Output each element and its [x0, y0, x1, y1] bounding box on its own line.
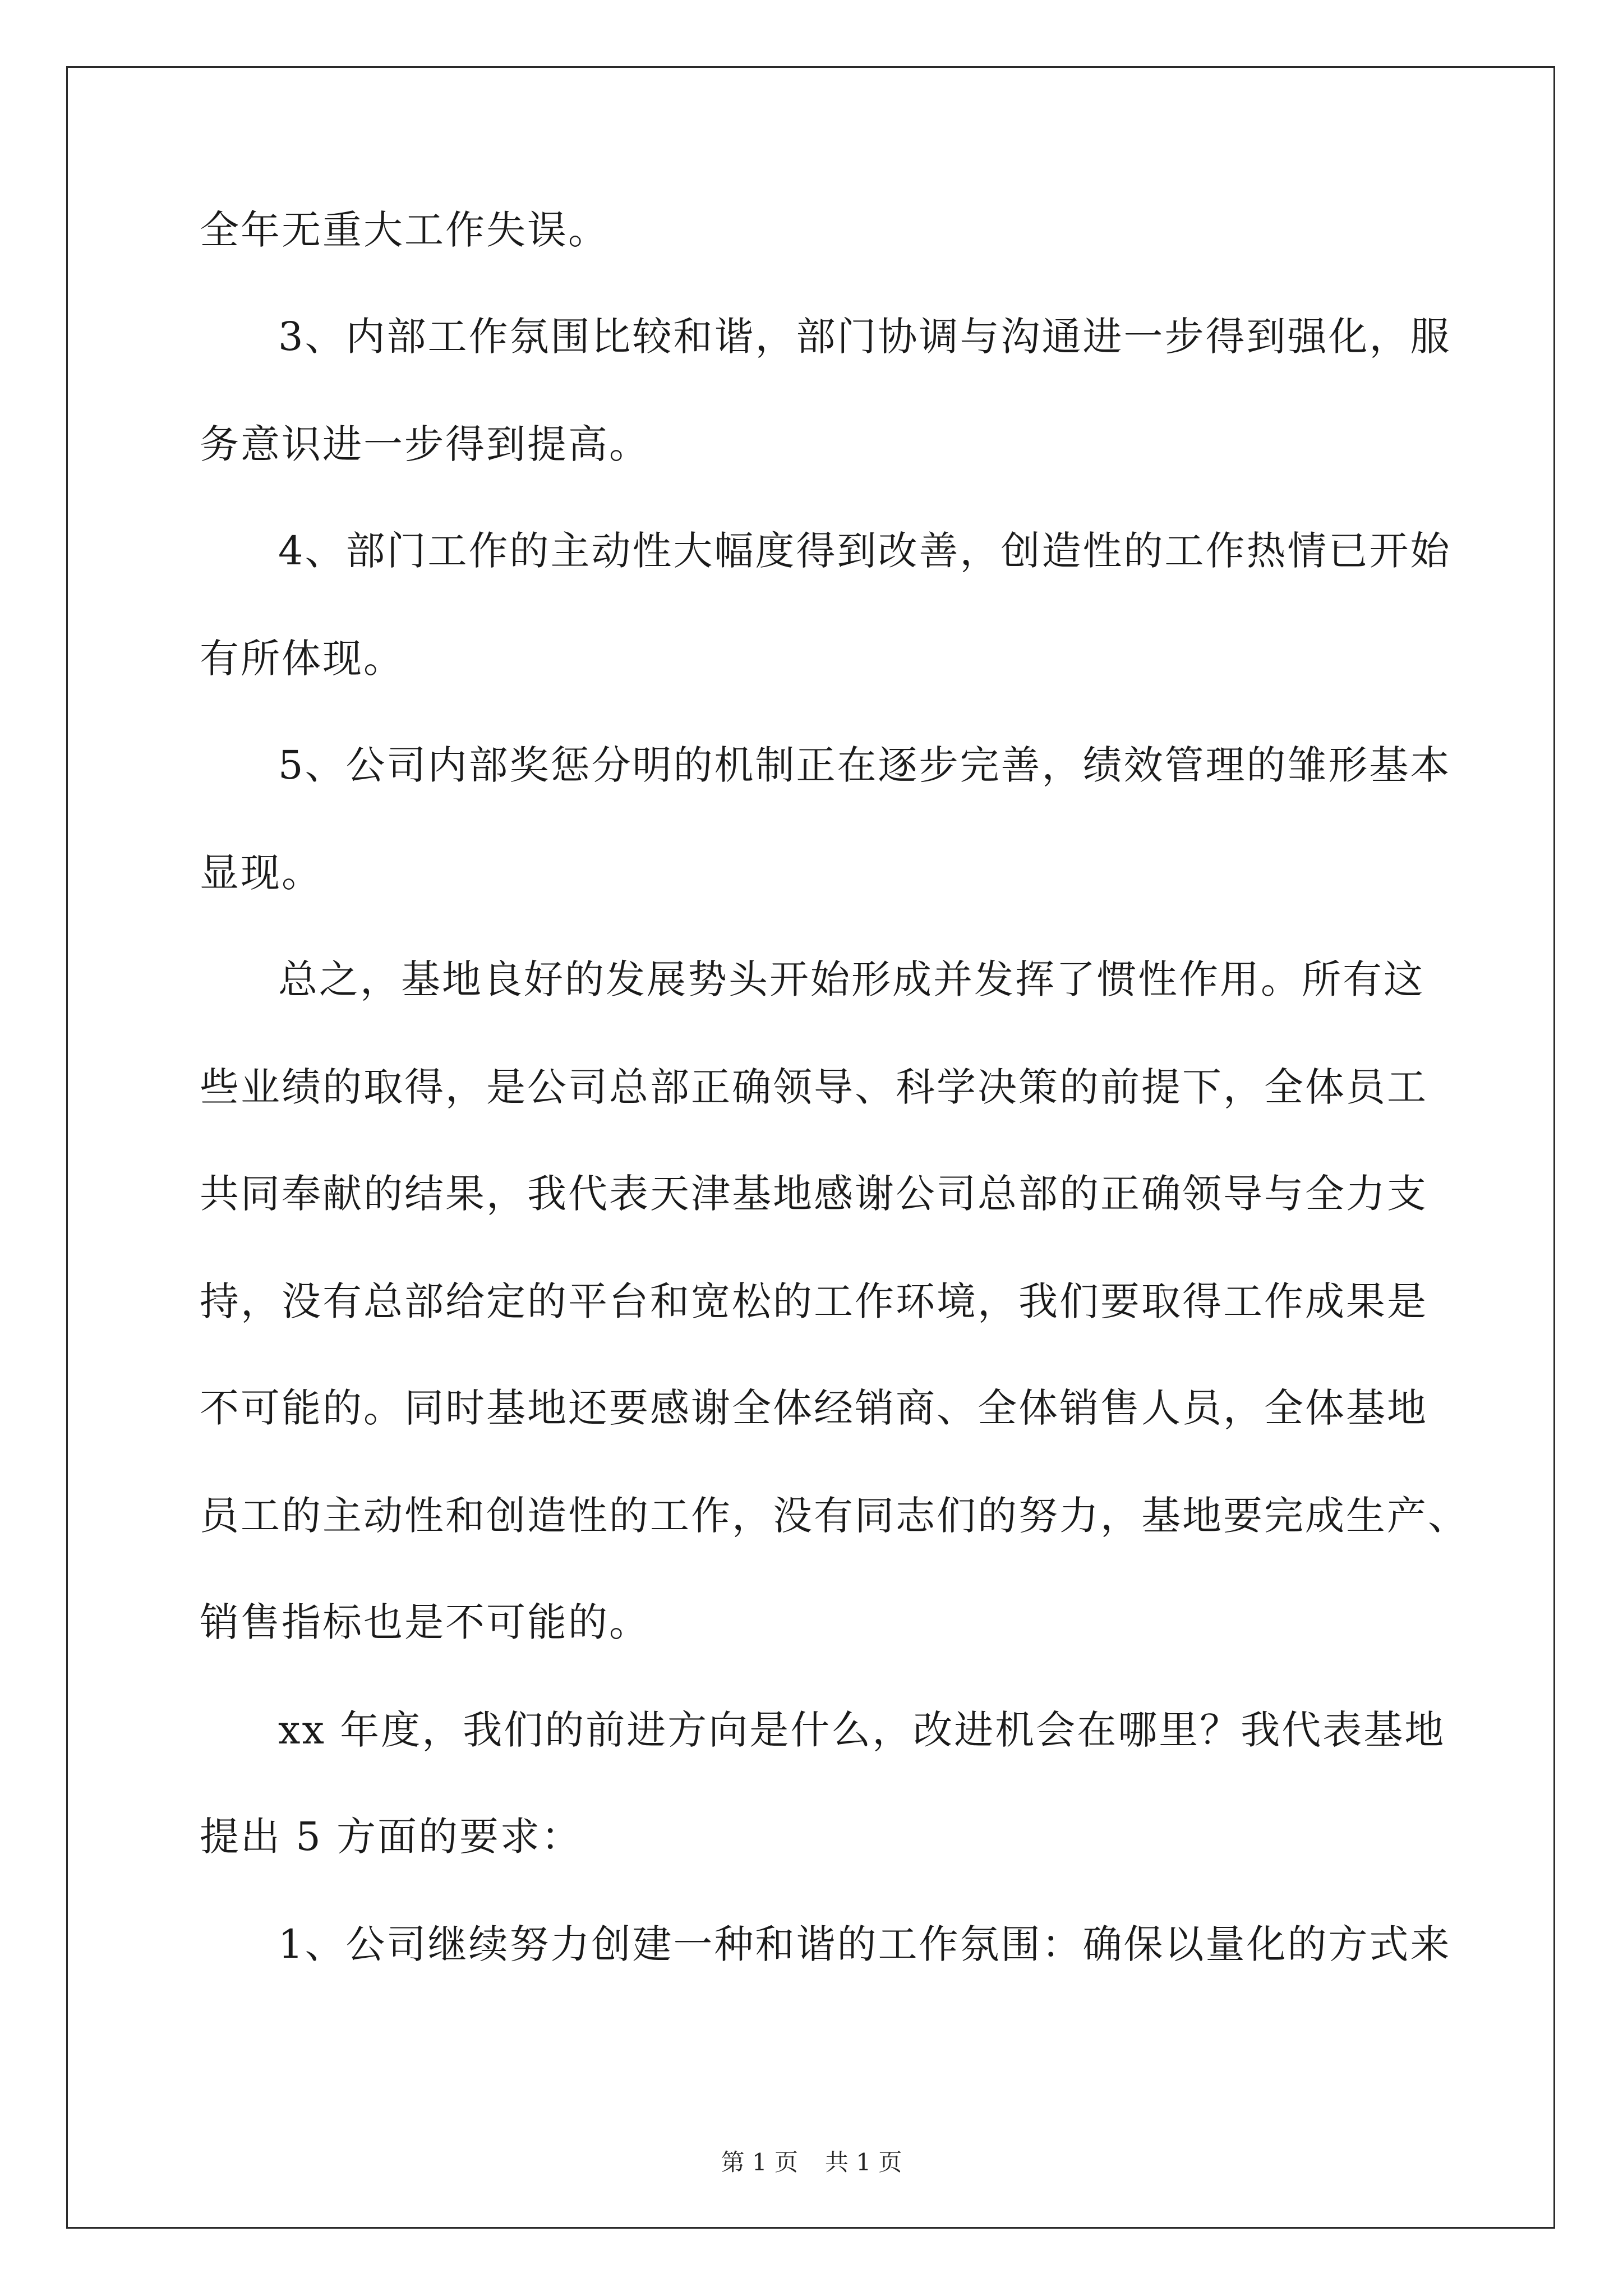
text-line: 3、内部工作氛围比较和谐，部门协调与沟通进一步得到强化，服 — [278, 314, 1451, 360]
text-line: 总之，基地良好的发展势头开始形成并发挥了惯性作用。所有这 — [278, 956, 1424, 1002]
page-number: 第 1 页 — [721, 2148, 798, 2176]
text-line: 不可能的。同时基地还要感谢全体经销商、全体销售人员，全体基地 — [200, 1385, 1428, 1431]
text-line: 提出 5 方面的要求： — [200, 1814, 583, 1860]
text-line: 员工的主动性和创造性的工作，没有同志们的努力，基地要完成生产、 — [200, 1493, 1469, 1539]
text-line: 显现。 — [200, 850, 322, 896]
text-line: 务意识进一步得到提高。 — [200, 421, 650, 467]
text-line: 4、部门工作的主动性大幅度得到改善，创造性的工作热情已开始 — [278, 528, 1451, 574]
text-line: 5、公司内部奖惩分明的机制正在逐步完善，绩效管理的雏形基本 — [278, 742, 1451, 788]
page-total: 共 1 页 — [825, 2148, 902, 2176]
page-border — [66, 66, 1555, 2229]
text-line: 1、公司继续努力创建一种和谐的工作氛围：确保以量化的方式来 — [278, 1921, 1451, 1967]
text-line: 有所体现。 — [200, 636, 404, 682]
text-line: 全年无重大工作失误。 — [200, 207, 609, 253]
text-line: xx 年度，我们的前进方向是什么，改进机会在哪里？我代表基地 — [278, 1707, 1446, 1753]
text-line: 共同奉献的结果，我代表天津基地感谢公司总部的正确领导与全力支 — [200, 1171, 1428, 1217]
text-line: 些业绩的取得，是公司总部正确领导、科学决策的前提下，全体员工 — [200, 1064, 1428, 1110]
text-line: 持，没有总部给定的平台和宽松的工作环境，我们要取得工作成果是 — [200, 1278, 1428, 1324]
text-line: 销售指标也是不可能的。 — [200, 1599, 650, 1645]
page-footer — [0, 2146, 1623, 2179]
